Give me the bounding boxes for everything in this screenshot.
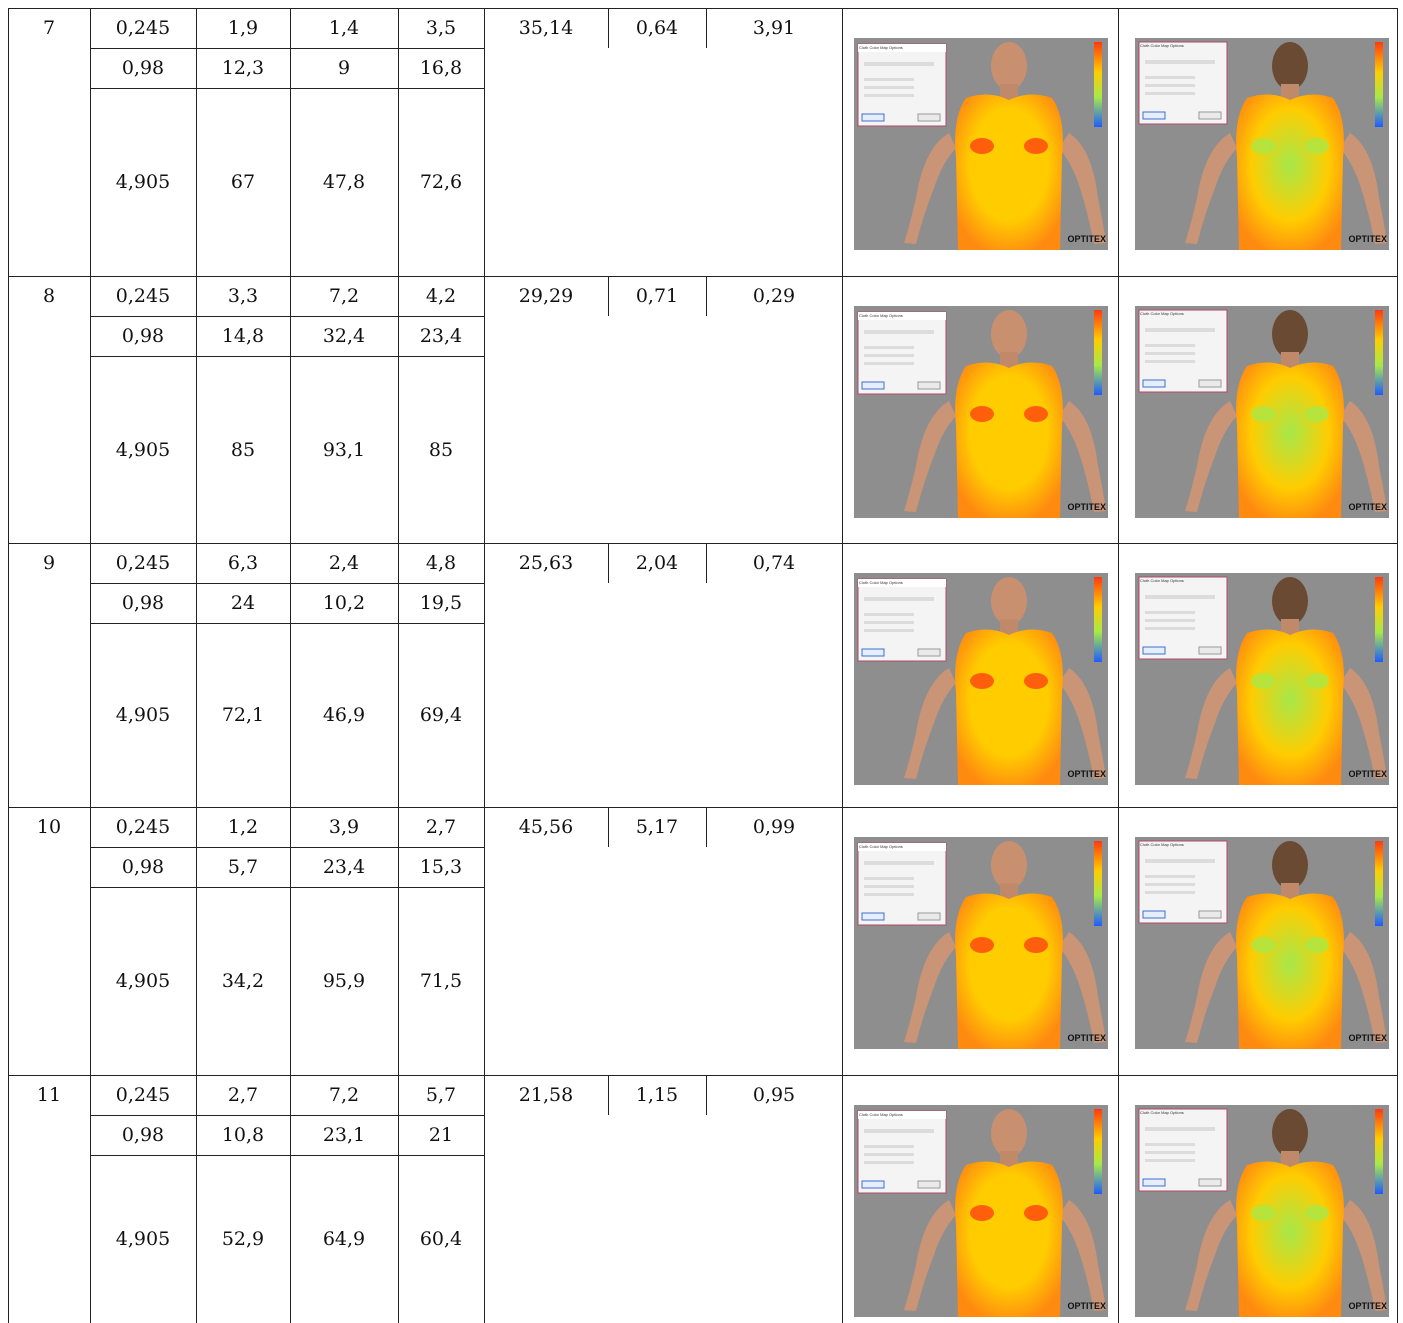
- table-rule: [196, 276, 197, 543]
- dialog-title: Cloth Color Map Options: [1140, 578, 1184, 583]
- value-a: 3,3: [227, 285, 259, 307]
- dialog-title: Cloth Color Map Options: [859, 313, 903, 318]
- table-rule: [706, 8, 707, 48]
- table-rule: [1118, 1075, 1119, 1323]
- brand-watermark: OPTITEX: [1348, 234, 1387, 244]
- table-rule: [196, 8, 197, 276]
- brand-watermark: OPTITEX: [1348, 1301, 1387, 1311]
- garment-render-back: [1135, 38, 1389, 250]
- table-rule: [706, 276, 707, 316]
- value-c: 4,2: [425, 285, 457, 307]
- dialog-title: Cloth Color Map Options: [859, 1112, 903, 1117]
- table-rule: [484, 543, 485, 807]
- value-c: 19,5: [419, 592, 463, 614]
- table-rule: [90, 847, 484, 848]
- value-a: 2,7: [227, 1084, 259, 1106]
- force-value: 0,245: [115, 816, 171, 838]
- table-rule: [8, 8, 1397, 9]
- value-b: 7,2: [328, 285, 360, 307]
- table-rule: [398, 543, 399, 807]
- result-value-1: 45,56: [518, 816, 574, 838]
- table-rule: [8, 1075, 1397, 1076]
- value-a: 12,3: [221, 57, 265, 79]
- table-rule: [90, 356, 484, 357]
- table-rule: [8, 8, 9, 1323]
- brand-watermark: OPTITEX: [1067, 1301, 1106, 1311]
- force-value: 0,98: [121, 856, 165, 878]
- value-b: 9: [337, 57, 351, 79]
- garment-render-front: [854, 573, 1108, 785]
- force-value: 0,98: [121, 1124, 165, 1146]
- table-rule: [1118, 276, 1119, 543]
- result-value-1: 21,58: [518, 1084, 574, 1106]
- value-a: 67: [230, 171, 256, 193]
- sample-number: 9: [42, 552, 56, 574]
- table-rule: [842, 1075, 843, 1323]
- value-c: 69,4: [419, 704, 463, 726]
- value-b: 10,2: [322, 592, 366, 614]
- value-b: 23,1: [322, 1124, 366, 1146]
- table-rule: [90, 48, 484, 49]
- result-value-2: 1,15: [635, 1084, 679, 1106]
- dialog-title: Cloth Color Map Options: [1140, 311, 1184, 316]
- value-a: 5,7: [227, 856, 259, 878]
- table-rule: [196, 543, 197, 807]
- force-value: 0,98: [121, 592, 165, 614]
- value-b: 32,4: [322, 325, 366, 347]
- value-c: 71,5: [419, 970, 463, 992]
- table-rule: [290, 1075, 291, 1323]
- brand-watermark: OPTITEX: [1067, 502, 1106, 512]
- force-value: 0,245: [115, 285, 171, 307]
- dialog-title: Cloth Color Map Options: [859, 45, 903, 50]
- table-rule: [90, 276, 91, 543]
- result-value-3: 0,74: [752, 552, 796, 574]
- brand-watermark: OPTITEX: [1067, 769, 1106, 779]
- table-rule: [484, 8, 485, 276]
- force-value: 4,905: [115, 171, 171, 193]
- sample-number: 8: [42, 285, 56, 307]
- table-rule: [1397, 8, 1398, 1323]
- value-a: 24: [230, 592, 256, 614]
- dialog-title: Cloth Color Map Options: [1140, 842, 1184, 847]
- table-rule: [484, 1075, 485, 1323]
- result-value-3: 0,99: [752, 816, 796, 838]
- table-rule: [196, 807, 197, 1075]
- table-rule: [90, 623, 484, 624]
- table-rule: [90, 316, 484, 317]
- table-rule: [398, 8, 399, 276]
- value-a: 52,9: [221, 1228, 265, 1250]
- result-value-2: 0,64: [635, 17, 679, 39]
- sample-number: 11: [36, 1084, 62, 1106]
- brand-watermark: OPTITEX: [1348, 1033, 1387, 1043]
- value-b: 46,9: [322, 704, 366, 726]
- garment-render-back: [1135, 573, 1389, 785]
- table-rule: [706, 1075, 707, 1115]
- table-rule: [90, 887, 484, 888]
- value-c: 72,6: [419, 171, 463, 193]
- table-rule: [484, 276, 485, 543]
- value-c: 15,3: [419, 856, 463, 878]
- value-b: 23,4: [322, 856, 366, 878]
- table-rule: [290, 276, 291, 543]
- result-value-2: 5,17: [635, 816, 679, 838]
- brand-watermark: OPTITEX: [1067, 234, 1106, 244]
- value-c: 3,5: [425, 17, 457, 39]
- table-rule: [484, 807, 485, 1075]
- value-c: 5,7: [425, 1084, 457, 1106]
- garment-render-front: [854, 38, 1108, 250]
- sample-number: 7: [42, 17, 56, 39]
- value-b: 7,2: [328, 1084, 360, 1106]
- table-rule: [90, 1155, 484, 1156]
- value-c: 23,4: [419, 325, 463, 347]
- value-a: 10,8: [221, 1124, 265, 1146]
- table-rule: [90, 88, 484, 89]
- force-value: 0,245: [115, 1084, 171, 1106]
- result-value-1: 29,29: [518, 285, 574, 307]
- result-value-3: 0,29: [752, 285, 796, 307]
- brand-watermark: OPTITEX: [1348, 769, 1387, 779]
- value-a: 34,2: [221, 970, 265, 992]
- result-value-1: 25,63: [518, 552, 574, 574]
- result-value-2: 2,04: [635, 552, 679, 574]
- force-value: 4,905: [115, 970, 171, 992]
- garment-render-back: [1135, 306, 1389, 518]
- table-rule: [90, 583, 484, 584]
- value-c: 2,7: [425, 816, 457, 838]
- value-c: 85: [428, 438, 454, 461]
- value-b: 2,4: [328, 552, 360, 574]
- dialog-title: Cloth Color Map Options: [1140, 43, 1184, 48]
- table-rule: [90, 8, 91, 276]
- result-value-3: 3,91: [752, 17, 796, 39]
- table-rule: [398, 807, 399, 1075]
- value-a: 14,8: [221, 325, 265, 347]
- brand-watermark: OPTITEX: [1348, 502, 1387, 512]
- table-rule: [290, 8, 291, 276]
- value-c: 60,4: [419, 1228, 463, 1250]
- table-rule: [196, 1075, 197, 1323]
- table-rule: [842, 543, 843, 807]
- dialog-title: Cloth Color Map Options: [1140, 1110, 1184, 1115]
- value-a: 1,9: [227, 17, 259, 39]
- result-value-2: 0,71: [635, 285, 679, 307]
- value-b: 95,9: [322, 970, 366, 992]
- table-rule: [706, 807, 707, 847]
- table-rule: [398, 1075, 399, 1323]
- table-rule: [706, 543, 707, 583]
- table-rule: [90, 543, 91, 807]
- result-value-1: 35,14: [518, 17, 574, 39]
- table-rule: [1118, 807, 1119, 1075]
- value-b: 3,9: [328, 816, 360, 838]
- table-rule: [842, 276, 843, 543]
- dialog-title: Cloth Color Map Options: [859, 580, 903, 585]
- force-value: 0,98: [121, 325, 165, 347]
- force-value: 0,98: [121, 57, 165, 79]
- garment-render-back: [1135, 837, 1389, 1049]
- table-rule: [1118, 543, 1119, 807]
- table-rule: [90, 1075, 91, 1323]
- value-a: 72,1: [221, 704, 265, 726]
- force-value: 0,245: [115, 552, 171, 574]
- garment-render-front: [854, 306, 1108, 518]
- value-b: 47,8: [322, 171, 366, 193]
- force-value: 4,905: [115, 438, 171, 461]
- table-rule: [8, 543, 1397, 544]
- garment-render-back: [1135, 1105, 1389, 1317]
- value-a: 6,3: [227, 552, 259, 574]
- brand-watermark: OPTITEX: [1067, 1033, 1106, 1043]
- value-b: 93,1: [322, 438, 366, 461]
- table-rule: [90, 807, 91, 1075]
- table-rule: [90, 1115, 484, 1116]
- value-b: 64,9: [322, 1228, 366, 1250]
- value-a: 1,2: [227, 816, 259, 838]
- value-c: 21: [428, 1124, 454, 1146]
- garment-render-front: [854, 1105, 1108, 1317]
- table-rule: [8, 807, 1397, 808]
- force-value: 4,905: [115, 1228, 171, 1250]
- result-value-3: 0,95: [752, 1084, 796, 1106]
- sample-number: 10: [36, 816, 62, 838]
- force-value: 4,905: [115, 704, 171, 726]
- garment-render-front: [854, 837, 1108, 1049]
- table-rule: [290, 807, 291, 1075]
- value-a: 85: [230, 438, 256, 461]
- table-rule: [1118, 8, 1119, 276]
- table-rule: [842, 8, 843, 276]
- table-rule: [398, 276, 399, 543]
- table-rule: [8, 276, 1397, 277]
- dialog-title: Cloth Color Map Options: [859, 844, 903, 849]
- value-c: 16,8: [419, 57, 463, 79]
- table-rule: [842, 807, 843, 1075]
- force-value: 0,245: [115, 17, 171, 39]
- value-b: 1,4: [328, 17, 360, 39]
- value-c: 4,8: [425, 552, 457, 574]
- table-rule: [290, 543, 291, 807]
